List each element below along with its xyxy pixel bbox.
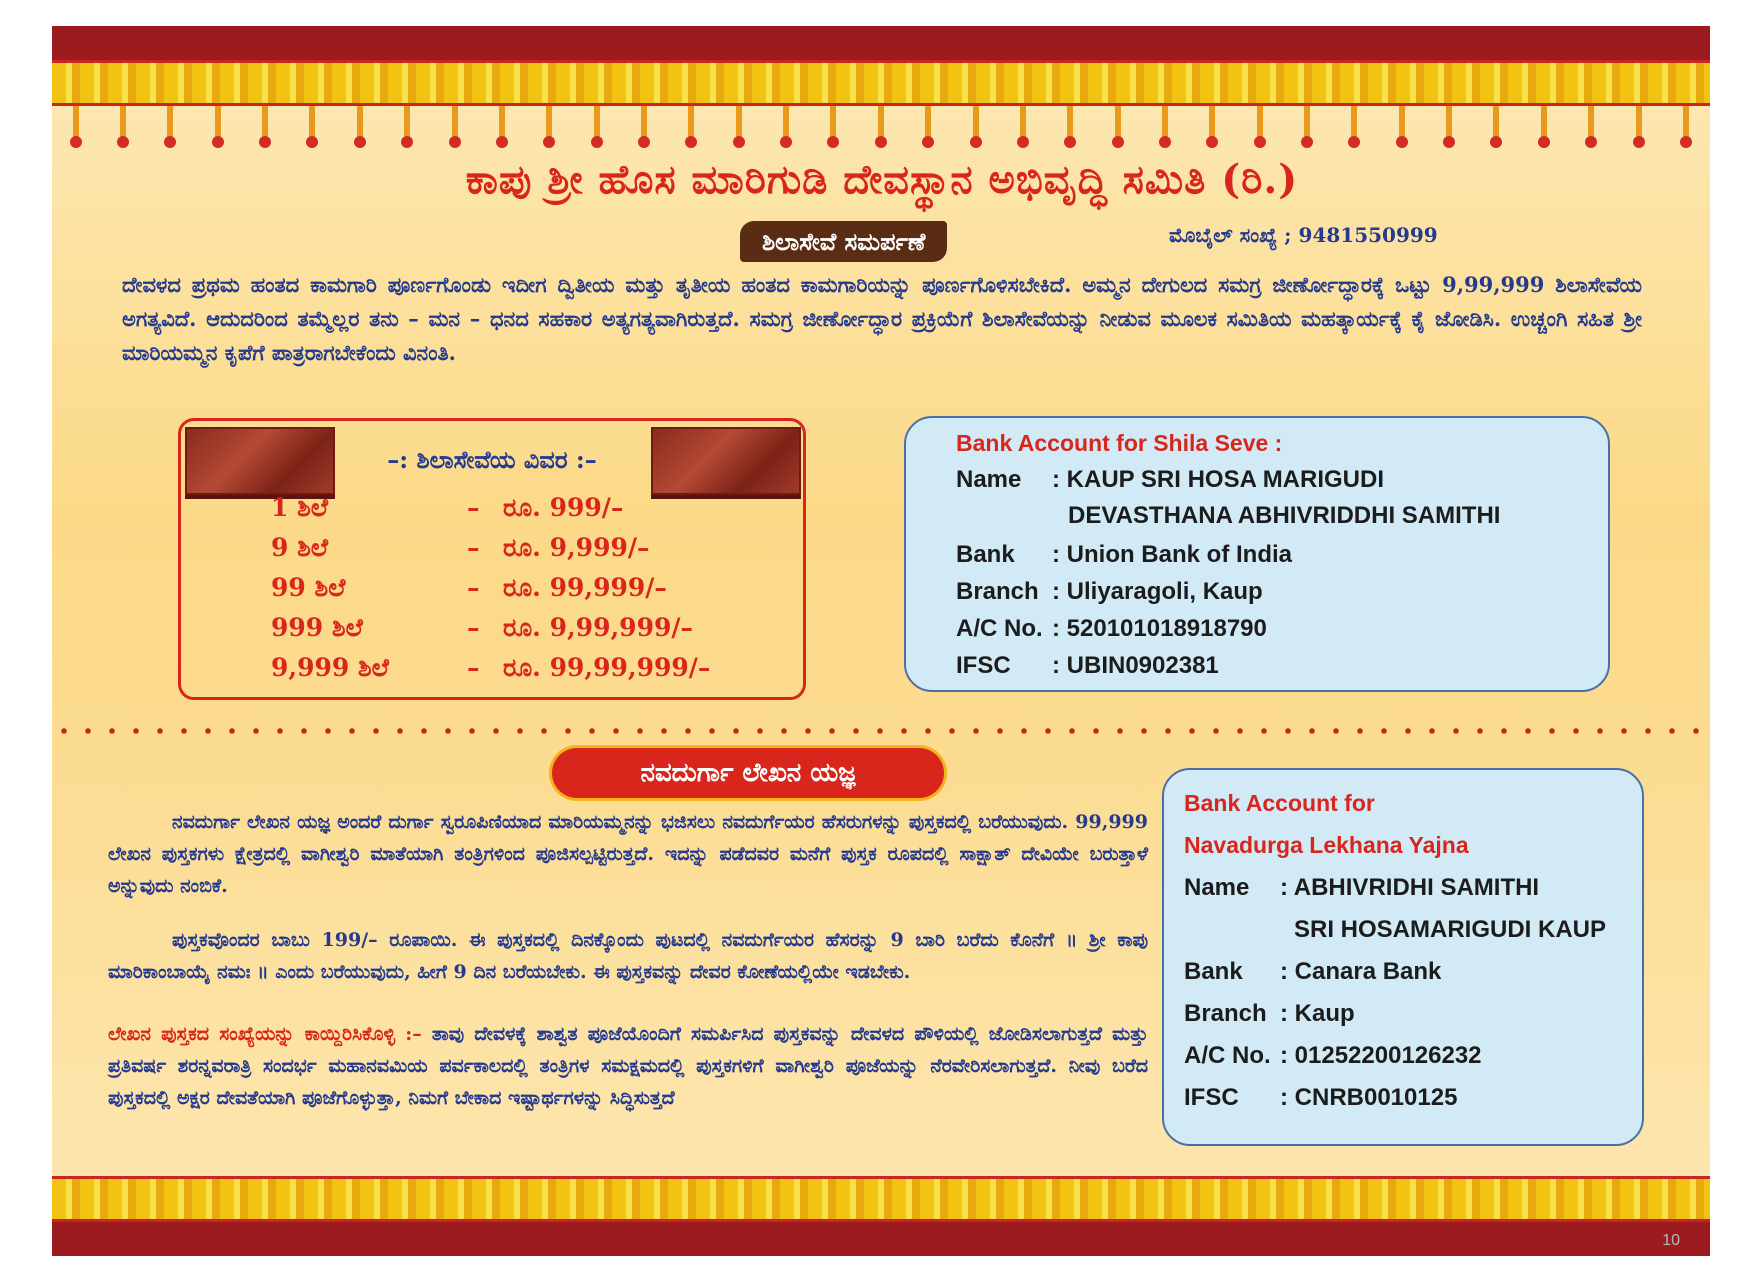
bank1-title: Bank Account for Shila Seve : — [956, 430, 1283, 456]
bank1-name-row: Name : KAUP SRI HOSA MARIGUDI — [956, 466, 1385, 493]
price-row: 9,999 ಶಿಲೆ – ರೂ. 99,99,999/– — [271, 653, 711, 682]
price-row: 1 ಶಿಲೆ – ರೂ. 999/– — [271, 493, 624, 522]
bank2-name-row2: SRI HOSAMARIGUDI KAUP — [1294, 916, 1607, 943]
bank1-name-row2: DEVASTHANA ABHIVRIDDHI SAMITHI — [1068, 502, 1501, 529]
garland-decoration — [52, 106, 1710, 150]
price-row: 9 ಶಿಲೆ – ರೂ. 9,999/– — [271, 533, 650, 562]
bottom-lace-border — [52, 1176, 1710, 1222]
bank-account-navadurga-panel — [1162, 768, 1644, 1146]
bank2-title-2: Navadurga Lekhana Yajna — [1184, 832, 1469, 858]
navadurga-paragraph-3: ಲೇಖನ ಪುಸ್ತಕದ ಸಂಖ್ಯೆಯನ್ನು ಕಾಯ್ದಿರಿಸಿಕೊಳ್ಳಿ :– ತಾವು ದೇವಳಕ್ಕೆ ಶಾಶ್ವತ ಪೂಜೆಯೊಂದಿಗೆ ಸಮರ್ಪಿಸಿದ ಪುಸ್ತಕವನ್ನು ದೇವಳದ ಪೌಳಿಯಲ್ಲಿ ಜೋಡಿಸಲಾಗುತ್ತದೆ ಮತ್ತು ಪ್ರತಿವರ್ಷ ಶರನ್ನವರಾತ್ರಿ ಸಂದರ್ಭ ಮಹಾನವಮಿಯ ಪರ್ವಕಾಲದಲ್ಲಿ ತಂತ್ರಿಗಳ ಸಮಕ್ಷಮದಲ್ಲಿ ಪುಸ್ತಕಗಳಿಗೆ ವಾಗೀಶ್ವರಿ ಪೂಜೆಯನ್ನು ನೆರವೇರಿಸಲಾಗುತ್ತದೆ. ನೀವು ಬರೆದ ಪುಸ್ತಕದಲ್ಲಿ ಅಕ್ಷರ ದೇವತೆಯಾಗಿ ಪೂಜೆಗೊಳ್ಳುತ್ತಾ, ನಿಮಗೆ ಬೇಕಾದ ಇಷ್ಟಾರ್ಥಗಳನ್ನು ಸಿದ್ಧಿಸುತ್ತದೆ — [108, 1023, 1148, 1109]
bank1-ac-row: A/C No. : 520101018918790 — [956, 615, 1267, 642]
bank1-bank-row: Bank : Union Bank of India — [956, 541, 1292, 568]
bottom-maroon-band — [52, 1222, 1710, 1256]
bank2-ifsc-row: IFSC : CNRB0010125 — [1184, 1084, 1458, 1111]
navadurga-paragraph-2: ಪುಸ್ತಕವೊಂದರ ಬಾಬು 199/– ರೂಪಾಯಿ. ಈ ಪುಸ್ತಕದಲ್ಲಿ ದಿನಕ್ಕೊಂದು ಪುಟದಲ್ಲಿ ನವದುರ್ಗೆಯರ ಹೆಸರನ್ನು 9 ಬಾರಿ ಬರೆದು ಕೊನೆಗೆ ॥ ಶ್ರೀ ಕಾಪು ಮಾರಿಕಾಂಬಾಯೈ ನಮಃ ॥ ಎಂದು ಬರೆಯುವುದು, ಹೀಗೆ 9 ದಿನ ಬರೆಯಬೇಕು. ಈ ಪುಸ್ತಕವನ್ನು ದೇವರ ಕೋಣೆಯಲ್ಲಿಯೇ ಇಡಬೇಕು. — [108, 929, 1148, 983]
bank2-name-row: Name : ABHIVRIDHI SAMITHI — [1184, 874, 1540, 901]
shila-seve-badge: ಶಿಲಾಸೇವೆ ಸಮರ್ಪಣೆ — [740, 221, 947, 262]
bank2-bank-row: Bank : Canara Bank — [1184, 958, 1442, 985]
page-number: 10 — [1662, 1232, 1680, 1249]
mobile-number: ಮೊಬೈಲ್ ಸಂಖ್ಯೆ ; 9481550999 — [1169, 223, 1438, 247]
stone-image-left — [185, 427, 335, 495]
dotted-divider — [52, 721, 1710, 741]
bank2-ac-row: A/C No. : 01252200126232 — [1184, 1042, 1482, 1069]
navadurga-paragraph-1: ನವದುರ್ಗಾ ಲೇಖನ ಯಜ್ಞ ಅಂದರೆ ದುರ್ಗಾ ಸ್ವರೂಪಿಣಿಯಾದ ಮಾರಿಯಮ್ಮನನ್ನು ಭಜಿಸಲು ನವದುರ್ಗೆಯರ ಹೆಸರುಗಳನ್ನು ಪುಸ್ತಕದಲ್ಲಿ ಬರೆಯುವುದು. 99,999 ಲೇಖನ ಪುಸ್ತಕಗಳು ಕ್ಷೇತ್ರದಲ್ಲಿ ವಾಗೀಶ್ವರಿ ಮಾತೆಯಾಗಿ ತಂತ್ರಿಗಳಿಂದ ಪೂಜಿಸಲ್ಪಟ್ಟಿರುತ್ತದೆ. ಇದನ್ನು ಪಡೆದವರ ಮನೆಗೆ ಪುಸ್ತಕ ರೂಪದಲ್ಲಿ ಸಾಕ್ಷಾತ್ ದೇವಿಯೇ ಬರುತ್ತಾಳೆ ಅನ್ನುವುದು ನಂಬಿಕೆ. — [108, 811, 1148, 897]
intro-paragraph: ದೇವಳದ ಪ್ರಥಮ ಹಂತದ ಕಾಮಗಾರಿ ಪೂರ್ಣಗೊಂಡು ಇದೀಗ ದ್ವಿತೀಯ ಮತ್ತು ತೃತೀಯ ಹಂತದ ಕಾಮಗಾರಿಯನ್ನು ಪೂರ್ಣಗೊಳಿಸಬೇಕಿದೆ. ಅಮ್ಮನ ದೇಗುಲದ ಸಮಗ್ರ ಜೀರ್ಣೋದ್ಧಾರಕ್ಕೆ ಒಟ್ಟು 9,99,999 ಶಿಲಾಸೇವೆಯ ಅಗತ್ಯವಿದೆ. ಆದುದರಿಂದ ತಮ್ಮೆಲ್ಲರ ತನು – ಮನ – ಧನದ ಸಹಕಾರ ಅತ್ಯಗತ್ಯವಾಗಿರುತ್ತದೆ. ಸಮಗ್ರ ಜೀರ್ಣೋದ್ಧಾರ ಪ್ರಕ್ರಿಯೆಗೆ ಶಿಲಾಸೇವೆಯನ್ನು ನೀಡುವ ಮೂಲಕ ಸಮಿತಿಯ ಮಹತ್ಕಾರ್ಯಕ್ಕೆ ಕೈ ಜೋಡಿಸಿ. ಉಚ್ಚಂಗಿ ಸಹಿತ ಶ್ರೀ ಮಾರಿಯಮ್ಮನ ಕೃಪೆಗೆ ಪಾತ್ರರಾಗಬೇಕೆಂದು ವಿನಂತಿ. — [122, 272, 1642, 365]
stone-image-right — [651, 427, 801, 495]
bank2-title-1: Bank Account for — [1184, 790, 1375, 816]
shila-details-heading: –: ಶಿಲಾಸೇವೆಯ ವಿವರ :– — [387, 445, 597, 474]
price-row: 999 ಶಿಲೆ – ರೂ. 9,99,999/– — [271, 613, 693, 642]
top-lace-border — [52, 60, 1710, 106]
bank1-ifsc-row: IFSC : UBIN0902381 — [956, 652, 1219, 679]
navadurga-badge: ನವದುರ್ಗಾ ಲೇಖನ ಯಜ್ಞ — [552, 748, 944, 798]
page-title: ಕಾಪು ಶ್ರೀ ಹೊಸ ಮಾರಿಗುಡಿ ದೇವಸ್ಥಾನ ಅಭಿವೃದ್ಧಿ ಸಮಿತಿ (ರಿ.) — [465, 156, 1299, 203]
brochure-page — [52, 26, 1710, 1256]
bank2-branch-row: Branch : Kaup — [1184, 1000, 1355, 1027]
top-maroon-band — [52, 26, 1710, 60]
shila-details-box — [178, 418, 806, 700]
bank-account-shila-panel — [904, 416, 1610, 692]
bank1-branch-row: Branch : Uliyaragoli, Kaup — [956, 578, 1263, 605]
price-row: 99 ಶಿಲೆ – ರೂ. 99,999/– — [271, 573, 667, 602]
